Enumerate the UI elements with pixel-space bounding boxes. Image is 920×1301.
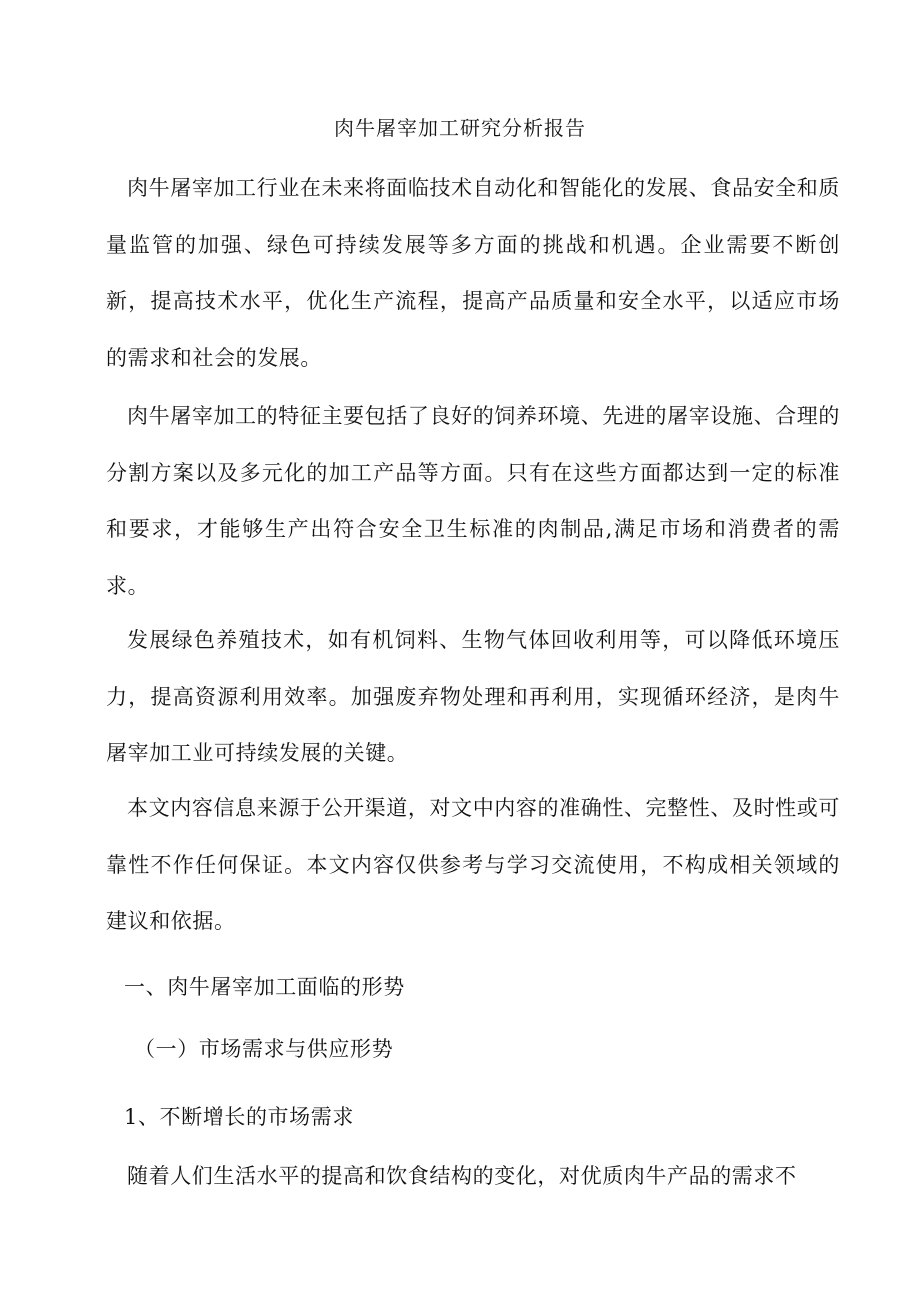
item-heading: 1、不断增长的市场需求: [124, 1105, 354, 1129]
subsection-heading: （一）市场需求与供应形势: [134, 1037, 394, 1061]
paragraph-features: 肉牛屠宰加工的特征主要包括了良好的饲养环境、先进的屠宰设施、合理的分割方案以及多元化的加工产品等方面。只有在这些方面都达到一定的标准和要求，才能够生产出符合安全卫生标准的肉制品,满足市场和消费者的需求。: [106, 404, 840, 598]
paragraph-disclaimer: 本文内容信息来源于公开渠道，对文中内容的准确性、完整性、及时性或可靠性不作任何保证。本文内容仅供参考与学习交流使用，不构成相关领域的建议和依据。: [106, 796, 840, 933]
paragraph-market-demand: 随着人们生活水平的提高和饮食结构的变化，对优质肉牛产品的需求不: [127, 1164, 797, 1188]
paragraph-intro: 肉牛屠宰加工行业在未来将面临技术自动化和智能化的发展、食品安全和质量监管的加强、绿色可持续发展等多方面的挑战和机遇。企业需要不断创新，提高技术水平，优化生产流程，提高产品质量和安全水平，以适应市场的需求和社会的发展。: [106, 176, 840, 370]
document-title: 肉牛屠宰加工研究分析报告: [334, 116, 586, 140]
paragraph-green-development: 发展绿色养殖技术，如有机饲料、生物气体回收利用等，可以降低环境压力，提高资源利用效率。加强废弃物处理和再利用，实现循环经济，是肉牛屠宰加工业可持续发展的关键。: [106, 628, 840, 765]
section-heading: 一、肉牛屠宰加工面临的形势: [124, 975, 405, 999]
